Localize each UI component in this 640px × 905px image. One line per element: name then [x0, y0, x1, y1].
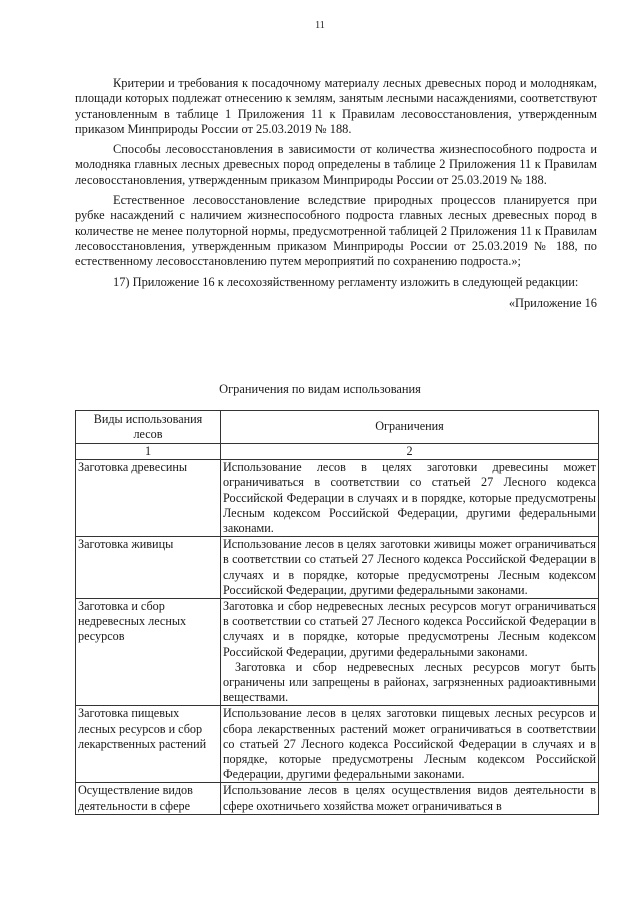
row-kind: Осуществление видов деятельности в сфере [76, 783, 221, 814]
restriction-text: Использование лесов в целях заготовки древесины может ограничиваться в соответствии со статьей 27 Лесного кодекса Российской Федерации в случаях и в порядке, которые предусмотрены Лесным кодексом Российской Федерации, другими федеральными законами. [223, 460, 596, 536]
restrictions-table [75, 410, 599, 815]
row-restrictions [221, 537, 599, 599]
row-restrictions [221, 460, 599, 537]
table-title: Ограничения по видам использования [219, 382, 421, 396]
table-row [76, 783, 599, 814]
paragraph-amendment-17: 17) Приложение 16 к лесохозяйственному регламенту изложить в следующей редакции: [113, 274, 579, 289]
table-header-row [76, 411, 599, 444]
column-number-2: 2 [221, 444, 599, 460]
header-forest-use-kind: Виды использования лесов [76, 411, 221, 444]
column-number-1: 1 [76, 444, 221, 460]
paragraph-methods: Способы лесовосстановления в зависимости от количества жизнеспособного подроста и молодняка главных лесных древесных пород определены в таблице 2 Приложения 11 к Правилам лесовосстановления, утвержденным приказом Минприроды России от 25.03.2019 № 188. [75, 142, 597, 187]
appendix-label: «Приложение 16 [508, 295, 597, 310]
row-restrictions [221, 783, 599, 814]
restriction-text: Заготовка и сбор недревесных лесных ресурсов могут быть ограничены или запрещены в районах, загрязненных радиоактивными веществами. [223, 659, 596, 705]
page-number: 11 [315, 20, 325, 31]
table-row [76, 599, 599, 706]
row-restrictions [221, 599, 599, 706]
table-row [76, 537, 599, 599]
paragraph-natural-regeneration: Естественное лесовосстановление вследствие природных процессов планируется при рубке насаждений с наличием жизнеспособного подроста главных лесных древесных пород в количестве не менее полуторной нормы, предусмотренной таблицей 2 Приложения 11 к Правилам лесовосстановления, утвержденным приказом Минприроды России от 25.03.2019 № 188, по естественному лесовосстановлению путем мероприятий по сохранению подроста.»; [75, 193, 597, 269]
paragraph-criteria: Критерии и требования к посадочному материалу лесных древесных пород и молоднякам, площади которых подлежат отнесению к землям, занятым лесными насаждениями, соответствуют установленным в таблице 1 Приложения 11 к Правилам лесовосстановления, утвержденным приказом Минприроды России от 25.03.2019 № 188. [75, 76, 597, 136]
table-row [76, 460, 599, 537]
restriction-text: Использование лесов в целях заготовки пищевых лесных ресурсов и сбора лекарственных растений может ограничиваться в соответствии со статьей 27 Лесного кодекса Российской Федерации в случаях и в порядке, которые предусмотрены Лесным кодексом Российской Федерации, другими федеральными законами. [223, 706, 596, 782]
restriction-text: Использование лесов в целях осуществления видов деятельности в сфере охотничьего хозяйства может ограничиваться в [223, 783, 596, 813]
row-kind: Заготовка и сбор недревесных лесных ресурсов [76, 599, 221, 706]
table-row [76, 706, 599, 783]
row-restrictions [221, 706, 599, 783]
row-kind: Заготовка пищевых лесных ресурсов и сбор лекарственных растений [76, 706, 221, 783]
row-kind: Заготовка древесины [76, 460, 221, 537]
header-restrictions: Ограничения [221, 411, 599, 444]
restriction-text: Заготовка и сбор недревесных лесных ресурсов могут ограничиваться в соответствии со статьей 27 Лесного кодекса Российской Федерации в случаях и в порядке, которые предусмотрены Лесным кодексом Российской Федерации, другими федеральными законами. [223, 599, 596, 659]
row-kind: Заготовка живицы [76, 537, 221, 599]
restriction-text: Использование лесов в целях заготовки живицы может ограничиваться в соответствии со статьей 27 Лесного кодекса Российской Федерации в случаях и в порядке, которые предусмотрены Лесным кодексом Российской Федерации, другими федеральными законами. [223, 537, 596, 597]
column-number-row [76, 444, 599, 460]
body-text [75, 76, 597, 316]
